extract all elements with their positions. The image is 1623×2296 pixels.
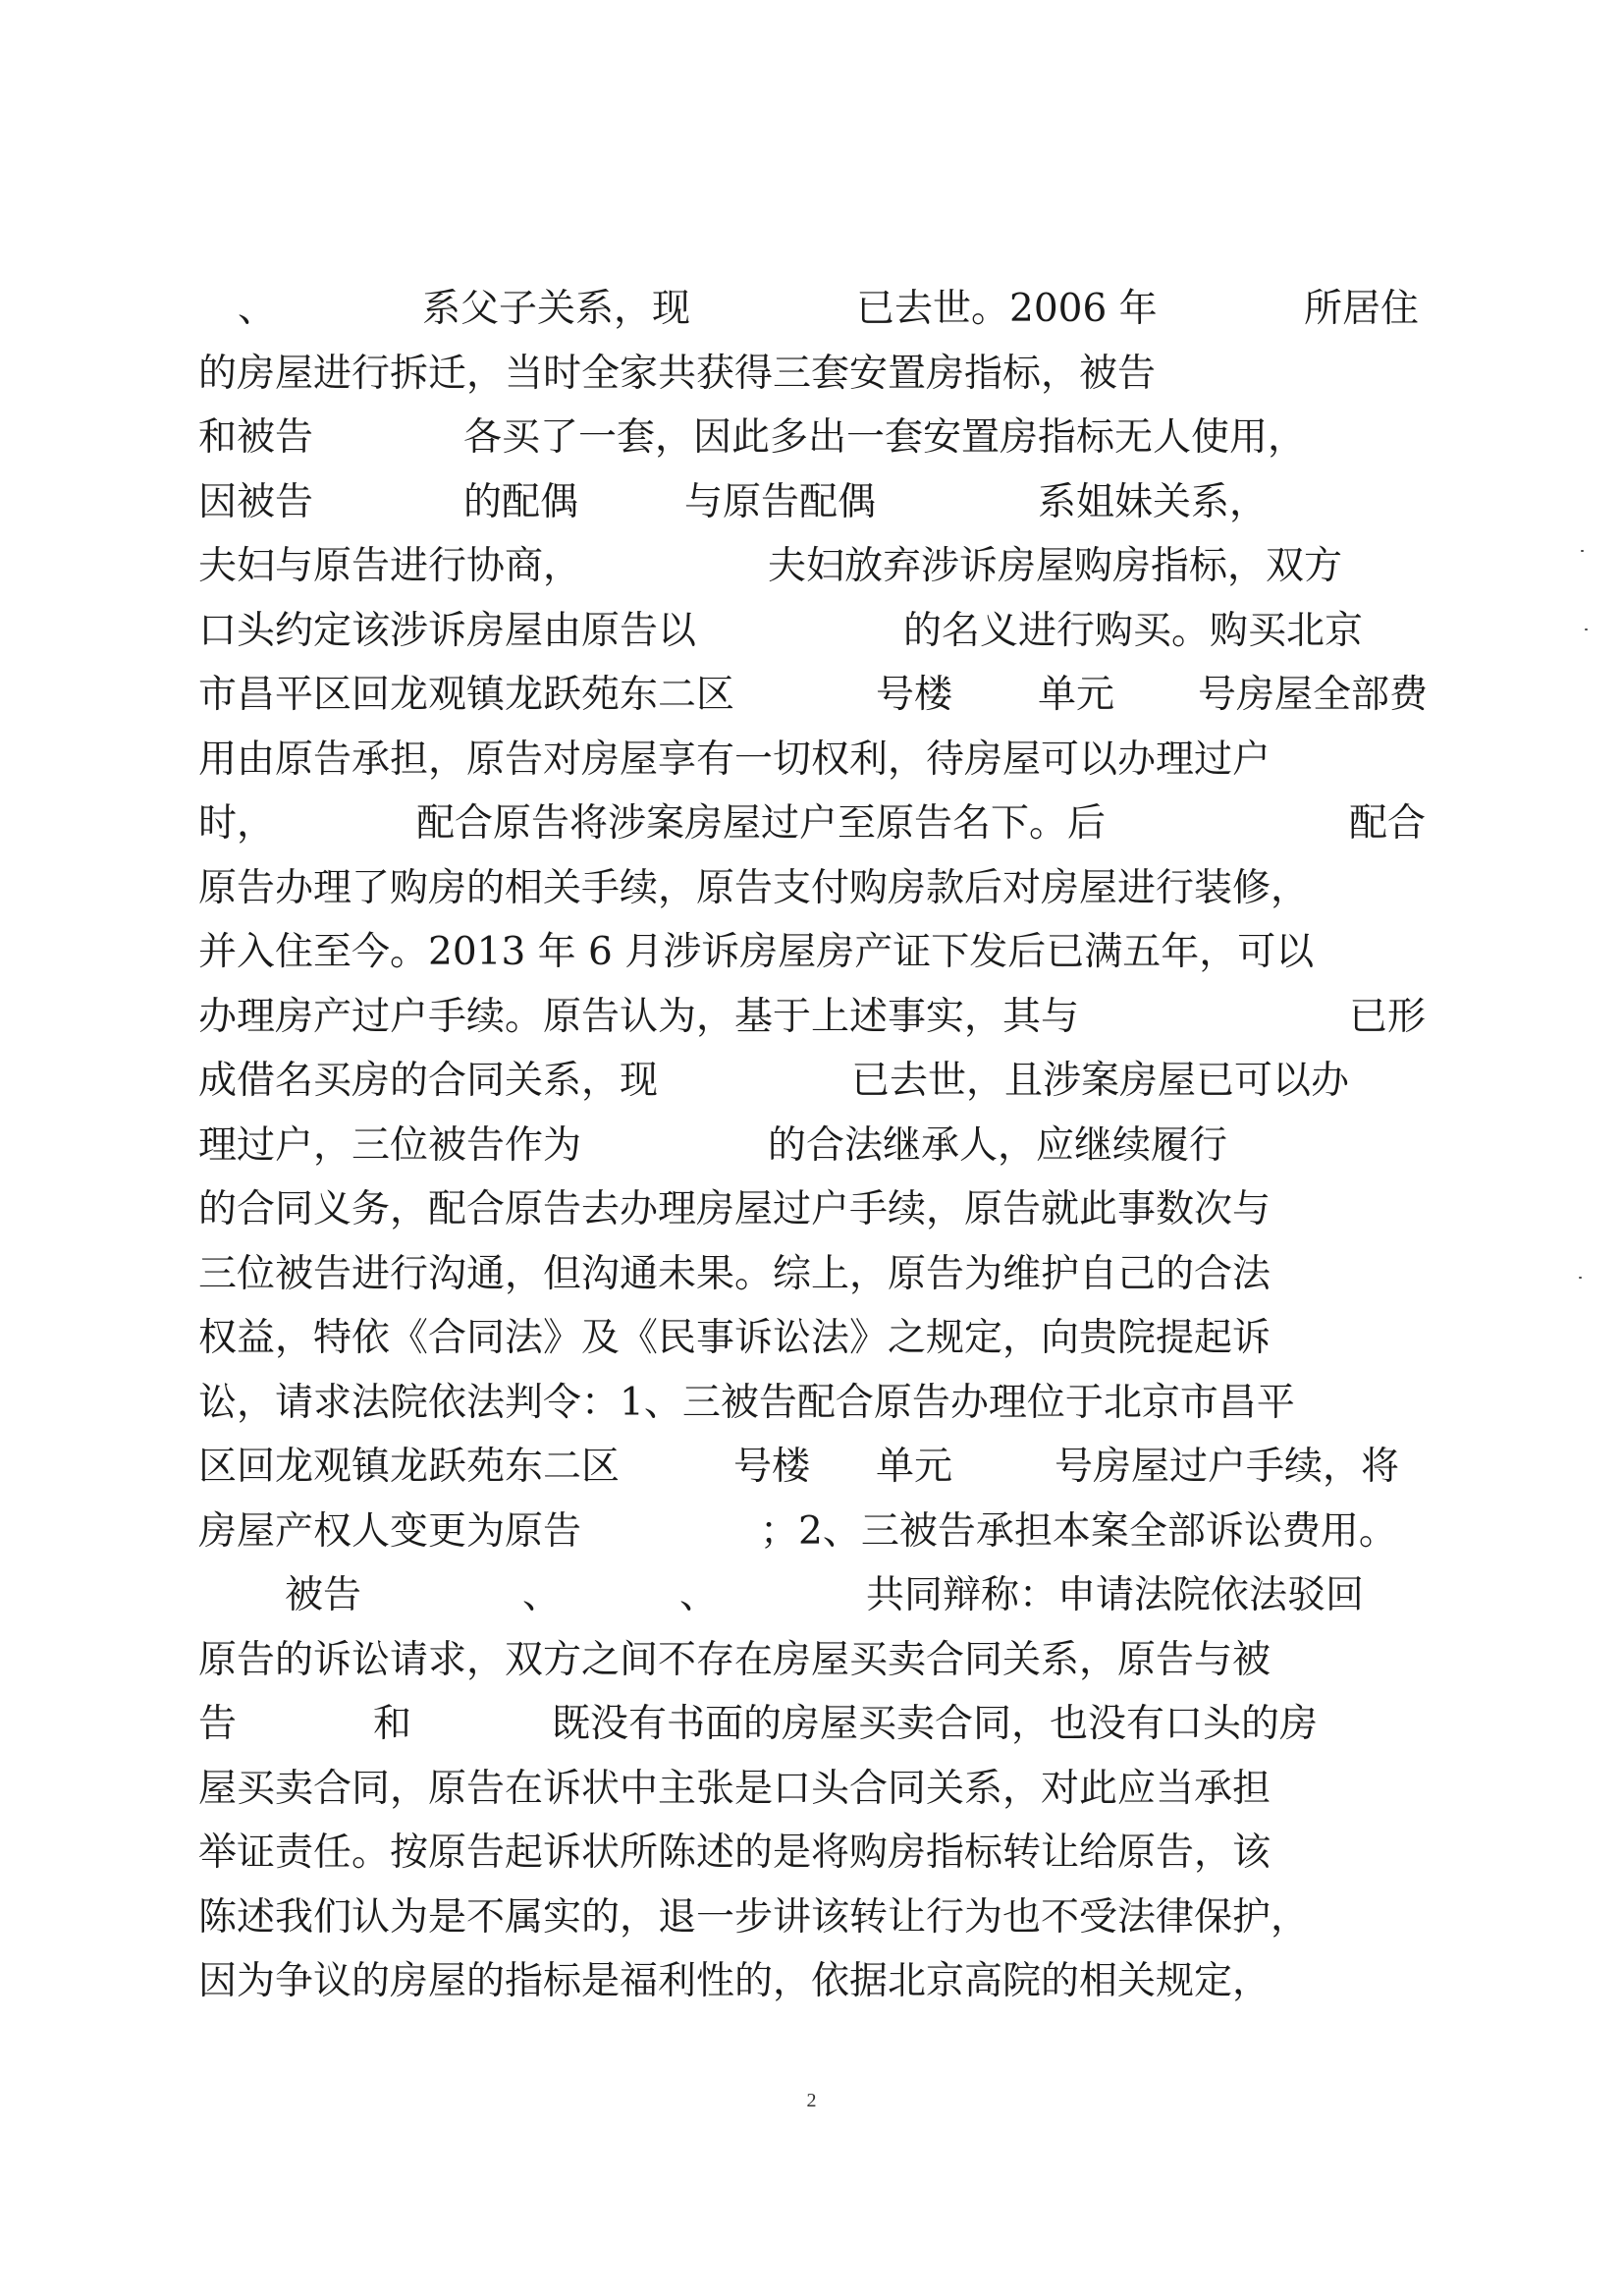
text-segment: 号房屋过户手续，将 — [1055, 1445, 1400, 1489]
text-line — [198, 792, 1435, 856]
text-line — [198, 1306, 1435, 1371]
text-segment: 夫妇放弃涉诉房屋购房指标，双方 — [768, 544, 1343, 588]
text-segment: 原告办理了购房的相关手续，原告支付购房款后对房屋进行装修， — [198, 865, 1310, 910]
scan-speck — [1585, 629, 1588, 630]
page-number: 2 — [806, 2090, 817, 2111]
text-line — [198, 534, 1435, 599]
text-segment: ；2、三被告承担本案全部诉讼费用。 — [760, 1508, 1397, 1554]
text-segment: 并入住至今。2013 年 6 月涉诉房屋房产证下发后已满五年，可以 — [198, 930, 1315, 974]
text-line — [198, 277, 1435, 342]
text-line — [198, 856, 1435, 921]
text-line — [198, 406, 1435, 470]
body-text — [198, 277, 1435, 2014]
text-line — [198, 1949, 1435, 2014]
text-segment: 各买了一套，因此多出一套安置房指标无人使用， — [463, 415, 1307, 460]
text-segment: 所居住 — [1304, 287, 1420, 331]
text-segment: 屋买卖合同，原告在诉状中主张是口头合同关系，对此应当承担 — [198, 1766, 1271, 1811]
text-segment: 单元 — [1038, 673, 1115, 717]
text-segment: 成借名买房的合同关系，现 — [198, 1059, 659, 1103]
text-segment: 已形 — [1349, 994, 1427, 1039]
text-segment: 与原告配偶 — [684, 479, 877, 524]
text-line — [198, 1886, 1435, 1950]
scan-speck — [1579, 1277, 1582, 1279]
text-segment: 的名义进行购买。购买北京 — [903, 608, 1364, 653]
text-segment: 配合 — [1349, 801, 1427, 846]
text-line — [198, 1371, 1435, 1436]
text-line — [198, 1628, 1435, 1693]
text-segment: 办理房产过户手续。原告认为，基于上述事实，其与 — [198, 994, 1080, 1039]
text-line — [198, 1500, 1435, 1564]
text-segment: 陈述我们认为是不属实的，退一步讲该转让行为也不受法律保护， — [198, 1894, 1310, 1940]
text-segment: 的房屋进行拆迁，当时全家共获得三套安置房指标，被告 — [198, 351, 1157, 396]
text-segment: 既没有书面的房屋买卖合同，也没有口头的房 — [552, 1702, 1319, 1746]
text-line — [198, 1757, 1435, 1822]
text-segment: 夫妇与原告进行协商， — [198, 544, 582, 588]
text-segment: 的合同义务，配合原告去办理房屋过户手续，原告就此事数次与 — [198, 1187, 1271, 1231]
text-line — [198, 1435, 1435, 1500]
text-segment: 权益，特依《合同法》及《民事诉讼法》之规定，向贵院提起诉 — [198, 1316, 1271, 1360]
text-segment: 号楼 — [733, 1445, 811, 1489]
text-segment: 用由原告承担，原告对房屋享有一切权利，待房屋可以办理过户 — [198, 737, 1271, 782]
text-line — [198, 663, 1435, 728]
text-segment: 配合原告将涉案房屋过户至原告名下。后 — [416, 801, 1107, 846]
text-segment: 系姐妹关系， — [1038, 479, 1269, 524]
text-segment: 和被告 — [198, 415, 314, 460]
text-segment: 因为争议的房屋的指标是福利性的，依据北京高院的相关规定， — [198, 1959, 1271, 2003]
text-line — [198, 728, 1435, 793]
text-segment: 的配偶 — [463, 479, 579, 524]
text-segment: 被告 — [285, 1573, 362, 1617]
text-segment: 、 — [238, 287, 277, 331]
text-line — [198, 1114, 1435, 1178]
text-segment: 已去世，且涉案房屋已可以办 — [851, 1059, 1350, 1103]
text-segment: 的合法继承人，应继续履行 — [768, 1122, 1228, 1168]
text-line — [198, 920, 1435, 985]
text-segment: 、 — [522, 1573, 562, 1617]
text-line — [198, 985, 1435, 1050]
text-segment: 房屋产权人变更为原告 — [198, 1508, 582, 1554]
text-segment: 理过户，三位被告作为 — [198, 1122, 582, 1168]
text-segment: 和 — [373, 1702, 412, 1746]
text-segment: 三位被告进行沟通，但沟通未果。综上，原告为维护自己的合法 — [198, 1251, 1271, 1296]
scan-speck — [1581, 550, 1584, 552]
text-line — [198, 470, 1435, 535]
text-line — [198, 599, 1435, 664]
text-line — [198, 1049, 1435, 1114]
text-line — [198, 1177, 1435, 1242]
text-segment: 号房屋全部费 — [1198, 673, 1429, 717]
text-segment: 单元 — [876, 1445, 953, 1489]
text-segment: 系父子关系，现 — [422, 287, 691, 331]
text-line — [198, 1563, 1435, 1628]
text-segment: 、 — [679, 1573, 719, 1617]
text-segment: 原告的诉讼请求，双方之间不存在房屋买卖合同关系，原告与被 — [198, 1637, 1271, 1682]
text-segment: 区回龙观镇龙跃苑东二区 — [198, 1445, 621, 1489]
text-segment: 举证责任。按原告起诉状所陈述的是将购房指标转让给原告，该 — [198, 1831, 1271, 1875]
text-segment: 因被告 — [198, 479, 314, 524]
text-segment: 时， — [198, 801, 276, 846]
text-line — [198, 1692, 1435, 1757]
text-segment: 共同辩称：申请法院依法驳回 — [866, 1573, 1365, 1617]
text-segment: 告 — [198, 1702, 238, 1746]
text-segment: 号楼 — [876, 673, 953, 717]
text-segment: 讼，请求法院依法判令：1、三被告配合原告办理位于北京市昌平 — [198, 1380, 1295, 1425]
text-segment: 已去世。2006 年 — [856, 287, 1158, 331]
text-segment: 口头约定该涉诉房屋由原告以 — [198, 608, 697, 653]
text-line — [198, 342, 1435, 407]
text-line — [198, 1821, 1435, 1886]
text-segment: 市昌平区回龙观镇龙跃苑东二区 — [198, 673, 735, 717]
text-line — [198, 1242, 1435, 1307]
